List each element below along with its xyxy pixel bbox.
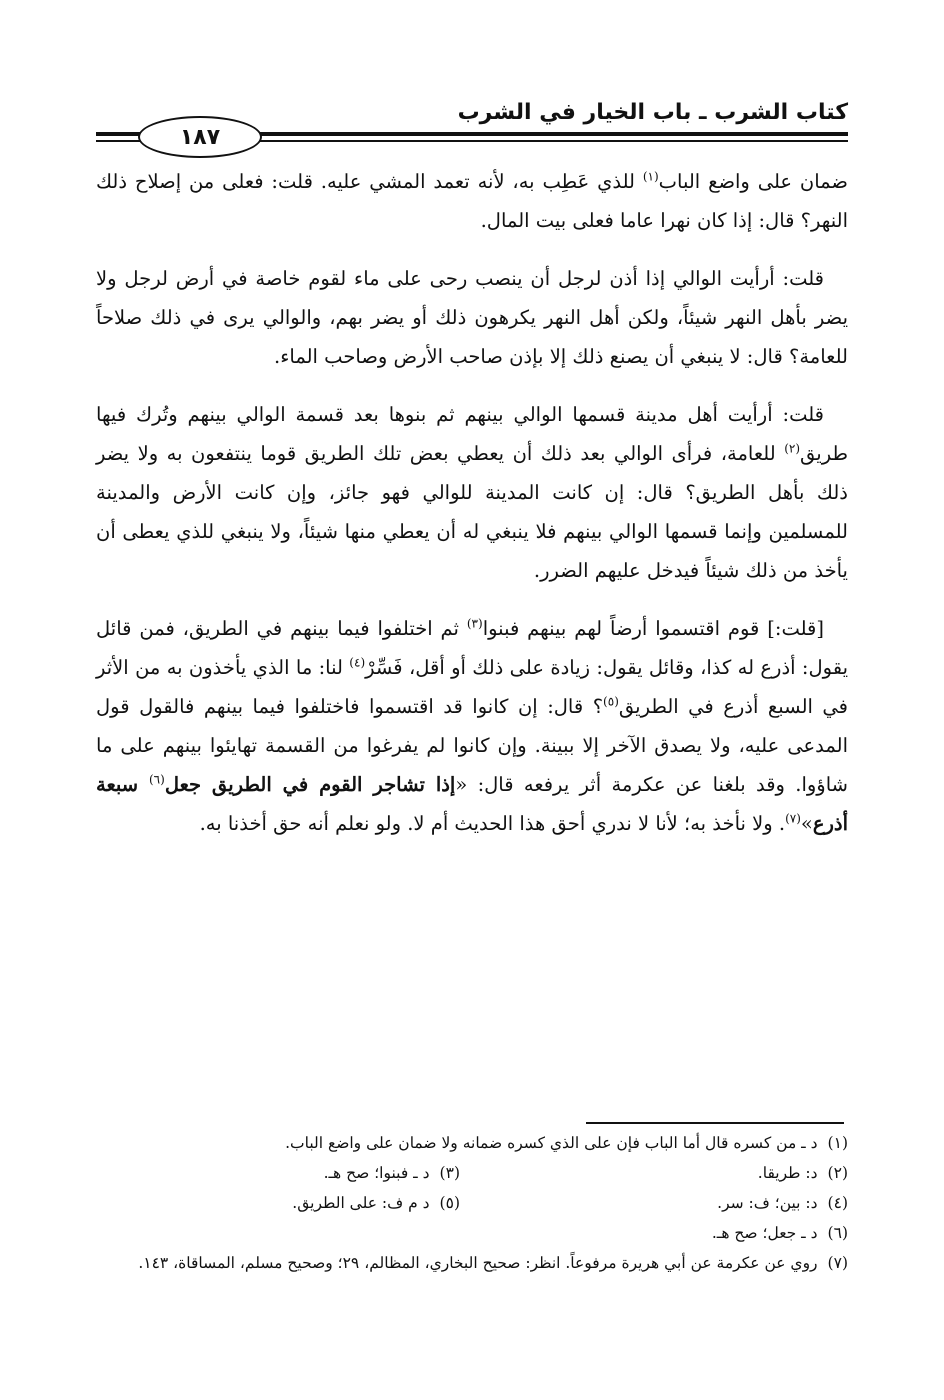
footnote-text: د: بين؛ ف: سر. [717,1194,818,1212]
paragraph-4 [96,609,848,843]
footnote-row [96,1128,848,1158]
footnotes [96,1128,848,1278]
footnote-7 [138,1248,848,1278]
hadith-quote-end: سبعة أذرع [96,773,848,835]
paragraph-3 [96,395,848,590]
paragraph-1 [96,162,848,240]
text-run: للذي عَطِب به، لأنه تعمد المشي عليه. قلت: فعلى من إصلاح ذلك النهر؟ قال: إذا كان نهرا عاما فعلى بيت المال. [96,170,848,232]
footnote-row [96,1248,848,1278]
footnote-ref-5: (٥) [603,694,619,709]
footnote-row [96,1188,848,1218]
text-run: قلت: أرأيت أهل مدينة قسمها الوالي بينهم ثم بنوها بعد قسمة الوالي بينهم وتُرك فيها طريق [96,403,848,465]
text-run: ثم اختلفوا فيما بينهم في الطريق، فمن قائل يقول: أذرع له كذا، وقائل يقول: زيادة على ذلك أو أقل، فَسِّرْ [96,617,848,679]
footnote-row [96,1158,848,1188]
footnote-text: روي عن عكرمة عن أبي هريرة مرفوعاً. انظر: صحيح البخاري، المظالم، ٢٩؛ وصحيح مسلم، المساقاة، ١٤٣. [138,1254,818,1272]
chapter-title: كتاب الشرب ـ باب الخيار في الشرب [457,100,848,125]
footnote-4 [460,1188,848,1218]
footnote-5 [292,1188,460,1218]
footnote-6 [712,1218,848,1248]
footnote-text: د ـ من كسره قال أما الباب فإن على الذي كسره ضمانه ولا ضمان على واضع الباب. [285,1134,818,1152]
footnote-number: (١) [827,1134,848,1152]
footnote-text: د م ف: على الطريق. [292,1194,430,1212]
running-header [96,92,848,162]
footnote-number: (٥) [439,1194,460,1212]
footnote-ref-4: (٤) [349,655,366,670]
footnote-number: (٣) [439,1164,460,1182]
footnote-number: (٦) [827,1224,848,1242]
footnote-text: د ـ فبنوا؛ صح هـ. [323,1164,430,1182]
footnote-1 [285,1128,848,1158]
footnote-number: (٢) [827,1164,848,1182]
footnote-ref-3: (٣) [466,616,483,631]
hadith-quote: إذا تشاجر القوم في الطريق جعل [164,773,456,796]
footnote-text: د: طريقا. [757,1164,818,1182]
text-run: . ولا نأخذ به؛ لأنا لا ندري أحق هذا الحديث أم لا. ولو نعلم أنه حق أخذنا به. [199,812,786,835]
page-number: ١٨٧ [138,116,262,158]
footnote-ref-7: (٧) [785,811,801,826]
footnote-row [96,1218,848,1248]
footnote-ref-1: (١) [642,169,659,184]
text-run: » [800,812,813,835]
paragraph-2: قلت: أرأيت الوالي إذا أذن لرجل أن ينصب رحى على ماء لقوم خاصة في أرض لرجل ولا يضر بأهل النهر شيئاً، ولكن أهل النهر يكرهون ذلك أو يضر بهم، والوالي يرى في ذلك صلاحاً للعامة؟ قال: لا ينبغي أن يصنع ذلك إلا بإذن صاحب الأرض وصاحب الماء. [96,267,848,368]
main-text [96,162,848,862]
footnote-3 [324,1158,460,1188]
text-run: [قلت:] قوم اقتسموا أرضاً لهم بينهم فبنوا [482,617,824,640]
text-run: ضمان على واضع الباب [658,170,848,193]
text-run: ؟ قال: إن كانوا قد اقتسموا فاختلفوا فيما بينهم فالقول قول المدعى عليه، ولا يصدق الآخر إلا ببينة. وإن كانوا لم يفرغوا من القسمة تهايئوا بينهم على ما شاؤوا. وقد بلغنا عن عكرمة أثر يرفعه قال: « [96,695,849,796]
footnote-number: (٧) [827,1254,848,1272]
text-run: لنا: ما الذي يأخذون به من الأثر في السبع أذرع في الطريق [96,656,848,718]
text-run: للعامة، فرأى الوالي بعد ذلك أن يعطي بعض تلك الطريق قوما ينتفعون به ولا يضر ذلك بأهل الطريق؟ قال: إن كانت المدينة للوالي فهو جائز، وإن كانت الأرض والمدينة للمسلمين وإنما قسمها الوالي بينهم فلا ينبغي له أن يعطي منها شيئاً، ولا ينبغي للذي يعطى أن يأخذ من ذلك شيئاً فيدخل عليهم الضرر. [96,442,848,582]
footnote-text: د ـ جعل؛ صح هـ. [711,1224,818,1242]
footnote-separator [586,1122,844,1124]
footnote-ref-6: (٦) [148,772,165,787]
footnote-number: (٤) [827,1194,848,1212]
footnote-2 [460,1158,848,1188]
footnote-ref-2: (٢) [784,441,801,456]
